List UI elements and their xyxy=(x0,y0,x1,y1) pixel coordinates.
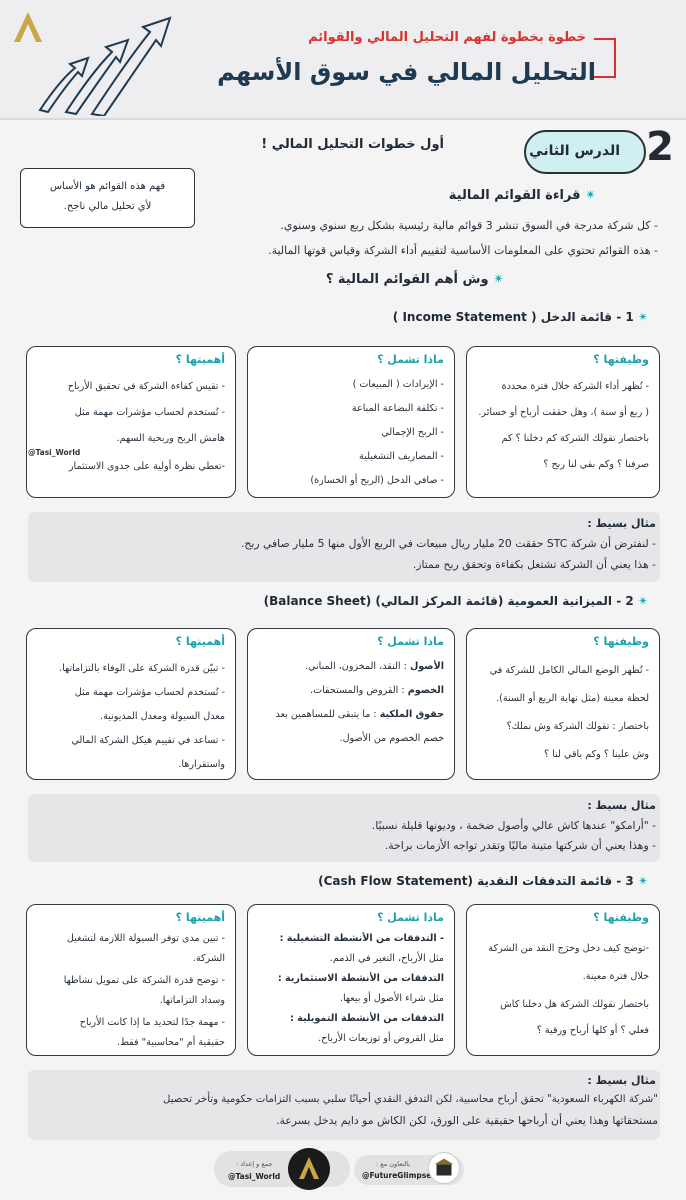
card-line: - الربح الإجمالي xyxy=(381,427,444,438)
operating-text: مثل الأرباح، التغير في الذمم. xyxy=(329,953,444,964)
card-title: أهميتها ؟ xyxy=(175,353,225,366)
example-title: مثال بسيط : xyxy=(587,517,656,530)
note-line-2: لأي تحليل مالي ناجح. xyxy=(63,201,152,212)
balance-heading-text: 2 - الميزانية العمومية (قائمة المركز المالي) (Balance Sheet) xyxy=(263,594,634,608)
cashflow-function-card xyxy=(466,904,660,1056)
collaboration-handle: @FutureGlimpse xyxy=(362,1171,432,1180)
card-title: ماذا تشمل ؟ xyxy=(377,353,444,366)
equity-label: حقوق الملكية xyxy=(379,709,444,720)
footer-logo-icon xyxy=(288,1148,330,1190)
card-line: الشركة. xyxy=(192,953,225,964)
title-frame xyxy=(594,38,616,78)
equity-line xyxy=(276,709,444,720)
card-title: وظيفتها ؟ xyxy=(593,635,649,648)
cashflow-heading-text: 3 - قائمة التدفقات النقدية (Cash Flow Statement) xyxy=(318,874,634,888)
card-title: وظيفتها ؟ xyxy=(593,353,649,366)
card-line: - مهمة جدًا لتحديد ما إذا كانت الأرباح xyxy=(79,1017,225,1028)
example-line-2: - وهذا يعني أن شركتها متينة ماليًا وتقدر تواجه الأزمات براحة. xyxy=(384,839,656,852)
income-importance-card xyxy=(26,346,236,498)
card-line: فعلي ؟ أو كلها أرباح ورقية ؟ xyxy=(536,1025,649,1036)
card-line: - تُظهر أداء الشركة خلال فترة محددة xyxy=(501,381,649,392)
reading-heading xyxy=(449,188,596,203)
balance-contents-card xyxy=(247,628,455,780)
card-line: هامش الربح وربحية السهم. xyxy=(116,433,225,444)
card-line: حقيقية أم "محاسبية" فقط. xyxy=(117,1037,225,1048)
card-title: وظيفتها ؟ xyxy=(593,911,649,924)
card-line: معدل السيولة ومعدل المديونية. xyxy=(100,711,225,722)
card-line: - الإيرادات ( المبيعات ) xyxy=(352,379,444,390)
cashflow-importance-card xyxy=(26,904,236,1056)
card-line: وسداد التزاماتها. xyxy=(159,995,225,1006)
card-line: باختصار تقولك الشركة هل دخلنا كاش xyxy=(500,999,649,1010)
reading-line-1: - كل شركة مدرجة في السوق تنشر 3 قوائم مالية رئيسية بشكل ربع سنوي وسنوي. xyxy=(280,219,658,232)
card-line: - تُظهر الوضع المالي الكامل للشركة في xyxy=(489,665,649,676)
card-line: - المصاريف التشغيلية xyxy=(359,451,444,462)
card-line: خلال فترة معينة. xyxy=(582,971,649,982)
card-title: أهميتها ؟ xyxy=(175,635,225,648)
card-line: - تُستخدم لحساب مؤشرات مهمة مثل xyxy=(74,687,225,698)
card-title: أهميتها ؟ xyxy=(175,911,225,924)
section-intro: أول خطوات التحليل المالي ! xyxy=(261,137,444,152)
liabilities-text: : القروض والمستحقات. xyxy=(310,685,405,696)
card-title: ماذا تشمل ؟ xyxy=(377,635,444,648)
sparkle-icon: ✴ xyxy=(637,310,648,324)
partner-logo-icon xyxy=(428,1152,460,1184)
card-line: وش علينا ؟ وكم باقي لنا ؟ xyxy=(544,749,649,760)
card-line: - توضح قدرة الشركة على تمويل نشاطها xyxy=(63,975,225,986)
example-line-1: - "أرامكو" عندها كاش عالي وأصول ضخمة ، وديونها قليلة نسبيًا. xyxy=(371,819,656,832)
card-line: صرفنا ؟ وكم بقي لنا ربح ؟ xyxy=(543,459,649,470)
sparkle-icon: ✴ xyxy=(637,594,648,608)
card-line: - تقيس كفاءة الشركة في تحقيق الأرباح xyxy=(67,381,225,392)
growth-arrows-icon xyxy=(30,10,190,116)
card-line: باختصار : تقولك الشركة وش نملك؟ xyxy=(506,721,649,732)
card-line: - صافي الدخل (الربح أو الخسارة) xyxy=(310,475,444,486)
prepared-by-handle: @Tasi_World xyxy=(228,1172,281,1181)
cashflow-heading xyxy=(318,874,648,888)
main-question-text: وش أهم القوائم المالية ؟ xyxy=(325,272,489,287)
card-line: - تُستخدم لحساب مؤشرات مهمة مثل xyxy=(74,407,225,418)
assets-text: : النقد، المخزون، المباني. xyxy=(304,661,407,672)
liabilities-line xyxy=(310,685,444,696)
example-line-1: "شركة الكهرباء السعودية" تحقق أرباح محاسبية، لكن التدفق النقدي أحيانًا سلبي بسبب التزامات حكومية وتأخر تحصيل xyxy=(163,1094,658,1105)
income-heading xyxy=(393,310,648,324)
prepared-by-label: جمع و إعداد : xyxy=(236,1160,273,1168)
card-line: -تعطي نظرة أولية على جدوى الاستثمار xyxy=(68,461,225,472)
example-title: مثال بسيط : xyxy=(587,799,656,812)
income-function-card xyxy=(466,346,660,498)
cashflow-contents-card xyxy=(247,904,455,1056)
example-line-1: - لنفترض أن شركة STC حققت 20 مليار ريال مبيعات في الربع الأول منها 5 مليار صافي ربح. xyxy=(240,537,656,550)
sparkle-icon: ✴ xyxy=(493,272,504,287)
lesson-label: الدرس الثاني xyxy=(529,143,620,159)
card-line: - تساعد في تقييم هيكل الشركة المالي xyxy=(71,735,225,746)
watermark-handle: @Tasi_World xyxy=(28,448,81,457)
card-line: لحظة معينة (مثل نهاية الربع أو السنة). xyxy=(496,693,649,704)
card-line: - تبين مدى توفر السيولة اللازمة لتشغيل xyxy=(66,933,225,944)
equity-line-2: خصم الخصوم من الأصول. xyxy=(339,733,444,744)
investing-label: التدفقات من الأنشطة الاستثمارية : xyxy=(277,973,444,984)
financing-label: التدفقات من الأنشطة التمويلية : xyxy=(289,1013,444,1024)
example-title: مثال بسيط : xyxy=(587,1074,656,1087)
card-title: ماذا تشمل ؟ xyxy=(377,911,444,924)
operating-label: - التدفقات من الأنشطة التشغيلية : xyxy=(279,933,444,944)
collaboration-label: بالتعاون مع : xyxy=(376,1160,411,1168)
card-line: -توضح كيف دخل وخرَج النقد من الشركة xyxy=(488,943,649,954)
reading-line-2: - هذه القوائم تحتوي على المعلومات الأساسية لتقييم أداء الشركة وقياس قوتها المالية. xyxy=(268,244,658,257)
card-line: - تكلفة البضاعة المباعة xyxy=(351,403,444,414)
card-line: ( ربع أو سنة )، وهل حققت أرباح أو خسائر. xyxy=(478,407,649,418)
income-contents-card xyxy=(247,346,455,498)
balance-importance-card xyxy=(26,628,236,780)
liabilities-label: الخصوم xyxy=(407,685,444,696)
page-title: التحليل المالي في سوق الأسهم xyxy=(217,58,596,86)
header-banner xyxy=(0,0,686,120)
header-subtitle: خطوة بخطوة لفهم التحليل المالي والقوائم xyxy=(308,30,586,45)
example-line-2: - هذا يعني أن الشركة تشتغل بكفاءة وتحقق ربح ممتاز. xyxy=(412,558,656,571)
cashflow-example-band xyxy=(28,1070,660,1140)
reading-heading-text: قراءة القوائم المالية xyxy=(448,188,581,203)
note-box xyxy=(20,168,195,228)
financing-text: مثل القروض أو توزيعات الأرباح. xyxy=(318,1033,444,1044)
investing-text: مثل شراء الأصول أو بيعها. xyxy=(339,993,444,1004)
sparkle-icon: ✴ xyxy=(585,188,596,203)
assets-label: الأصول xyxy=(409,661,444,672)
income-heading-text: 1 - قائمة الدخل ( Income Statement ) xyxy=(392,310,634,324)
balance-heading xyxy=(264,594,648,608)
balance-function-card xyxy=(466,628,660,780)
main-question xyxy=(326,272,504,287)
equity-text: : ما يتبقى للمساهمين بعد xyxy=(275,709,377,720)
card-line: باختصار تقولك الشركة كم دخلنا ؟ كم xyxy=(501,433,649,444)
example-line-2: مستحقاتها وهذا يعني أن أرباحها حقيقية على الورق، لكن الكاش مو دايم يدخل بسرعة. xyxy=(276,1114,658,1127)
card-line: - تبيّن قدرة الشركة على الوفاء بالتزاماتها. xyxy=(59,663,225,674)
sparkle-icon: ✴ xyxy=(637,874,648,888)
assets-line xyxy=(305,661,444,672)
card-line: واستقرارها. xyxy=(178,759,225,770)
lesson-number: 2 xyxy=(646,124,674,170)
note-line-1: فهم هذه القوائم هو الأساس xyxy=(49,181,166,192)
